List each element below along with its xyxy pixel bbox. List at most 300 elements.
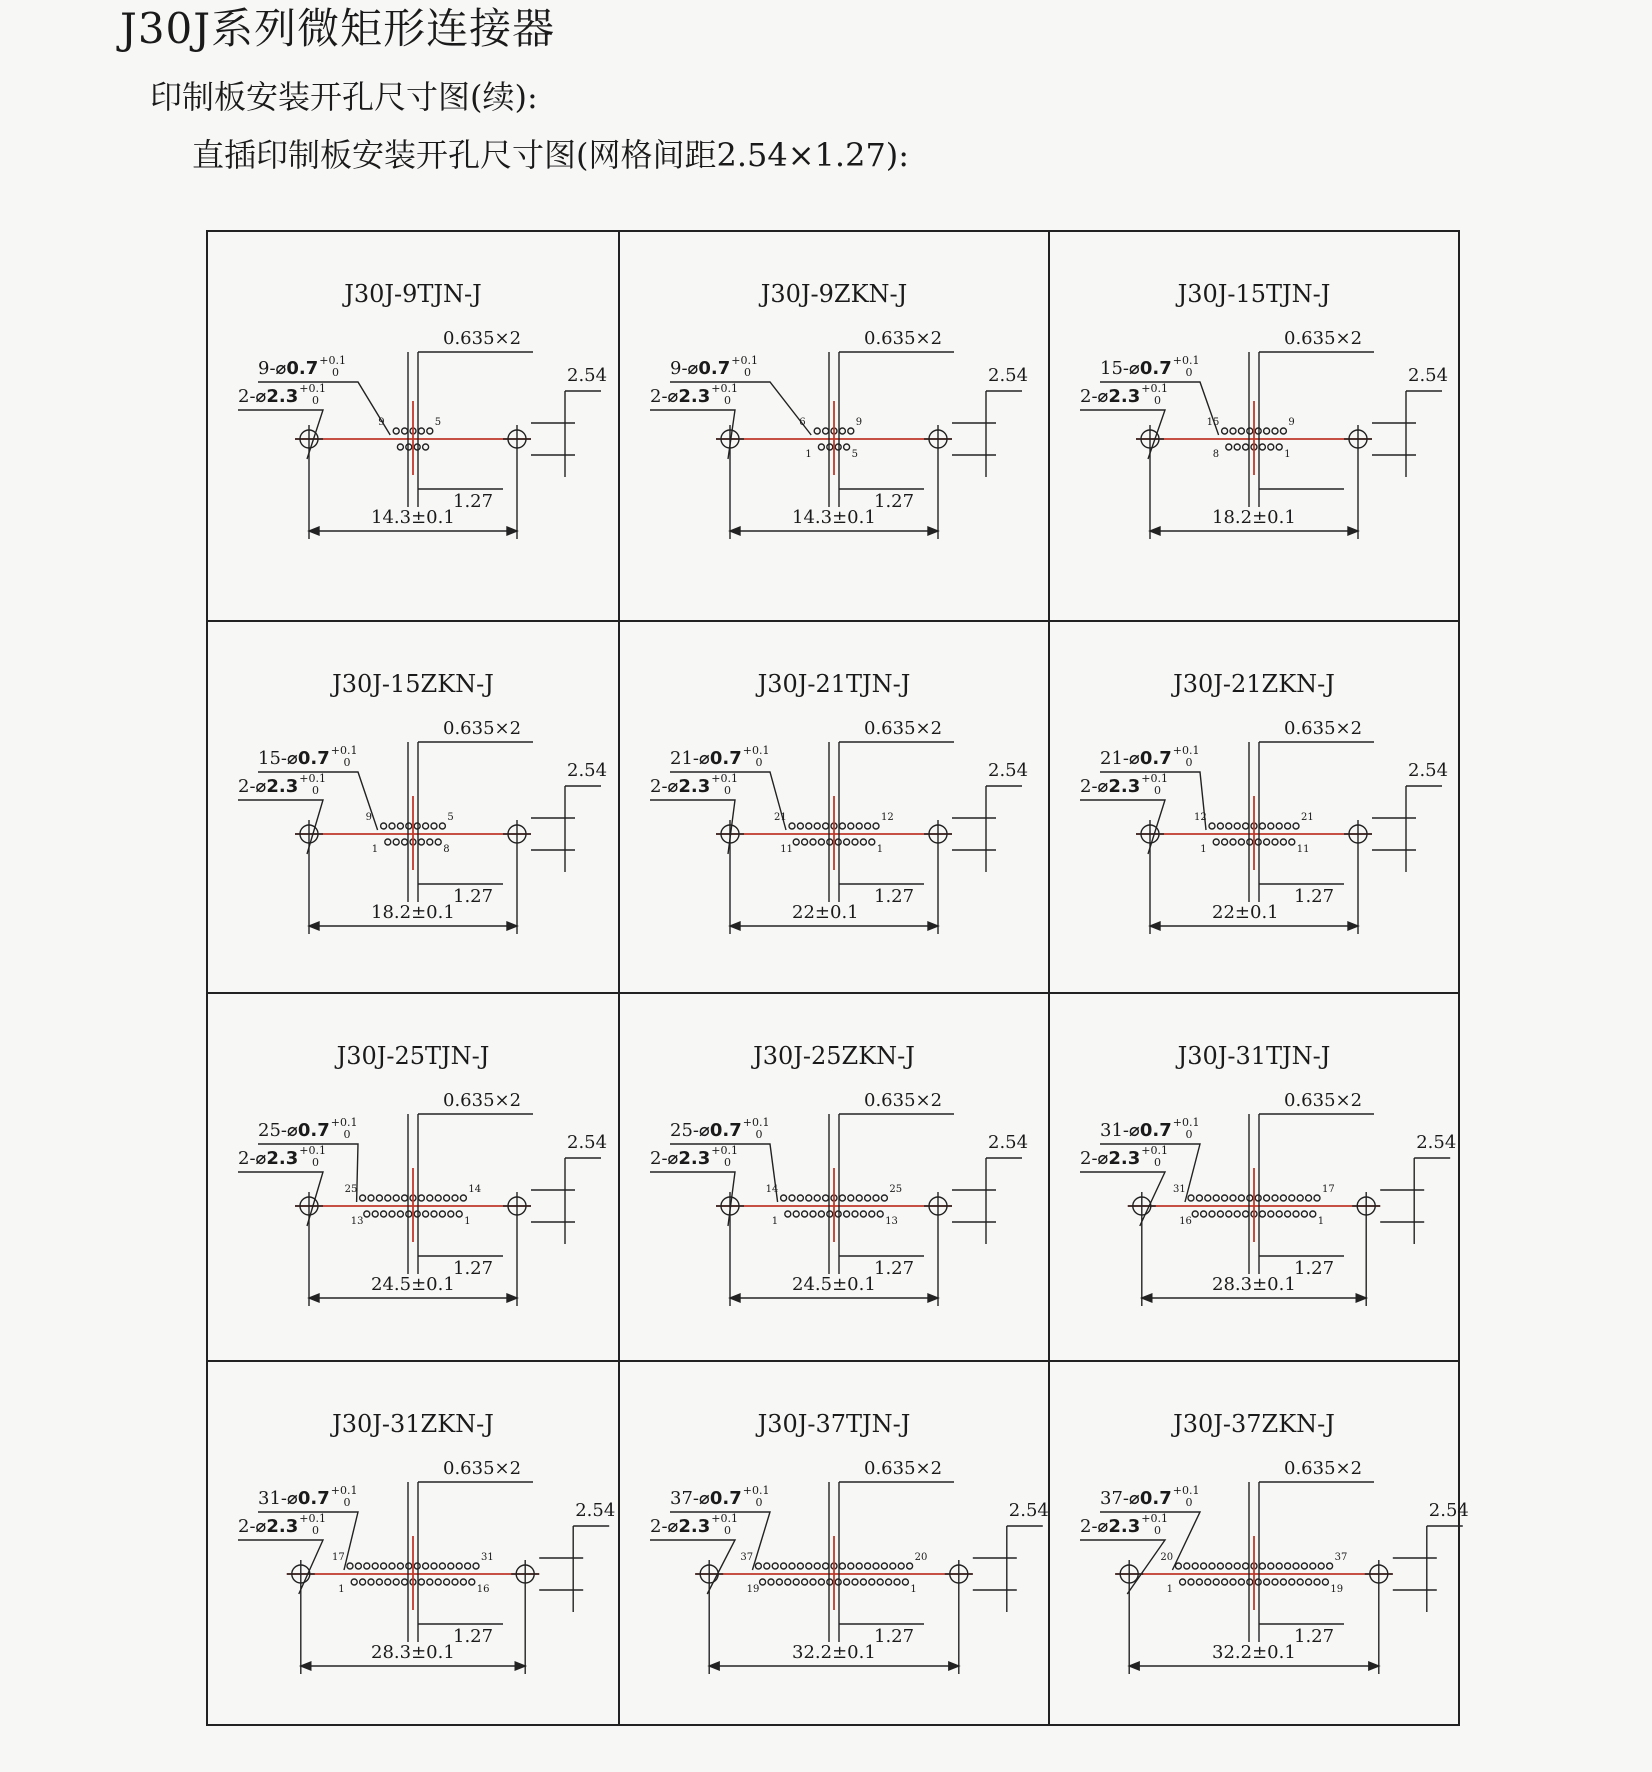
pin-number: 1 [1166,1584,1173,1595]
pin-hole [1280,1579,1286,1585]
pin-hole [423,444,429,450]
pin-hole [393,1579,399,1585]
pin-hole [431,1211,437,1217]
pin-hole [448,1563,454,1569]
pin-number: 37 [740,1552,754,1563]
pin-number: 1 [910,1584,917,1595]
pin-hole [376,1579,382,1585]
pin-number: 5 [434,417,442,428]
pin-hole [844,1211,850,1217]
pin-hole [1213,1195,1219,1201]
pin-hole [469,1579,475,1585]
pin-hole [444,1579,450,1585]
pin-hole [1285,1563,1291,1569]
pin-hole [806,823,812,829]
row-spacing-label: 1.27 [1294,886,1335,907]
pin-hole [360,1579,366,1585]
pin-number: 25 [889,1184,903,1195]
pin-number: 19 [1330,1584,1344,1595]
arrow-head [1142,1294,1152,1302]
pin-count-label: $15-⌀0.7^{+0.1}_0$ [258,744,358,769]
span-label: 22±0.1 [1212,902,1279,923]
row-spacing-label: 1.27 [874,1258,915,1279]
pin-count-label: $25-⌀0.7^{+0.1}_0$ [258,1116,358,1141]
pin-hole [385,1579,391,1585]
spacing-label: 2.54 [988,365,1029,386]
pin-count-label: $31-⌀0.7^{+0.1}_0$ [1100,1116,1200,1141]
pin-hole [755,1563,761,1569]
pin-hole [818,444,824,450]
spacing-label: 2.54 [1408,760,1449,781]
pin-hole [814,428,820,434]
pin-hole [823,1195,829,1201]
pin-hole [823,1563,829,1569]
pin-hole [1276,823,1282,829]
model-name: J30J-21ZKN-J [1173,670,1335,698]
pin-hole [827,444,833,450]
mount-hole-label: $2-⌀2.3^{+0.1}_0$ [650,382,738,407]
leader-line [650,800,735,854]
pin-number: 16 [1179,1216,1192,1227]
pin-hole [781,1195,787,1201]
arrow-head [730,527,740,535]
pin-hole [1264,1579,1270,1585]
pin-number: 12 [881,812,894,823]
span-label: 14.3±0.1 [792,507,876,528]
pin-hole [810,1579,816,1585]
pin-hole [1230,1579,1236,1585]
pin-hole [844,1579,850,1585]
pin-hole [1213,1579,1219,1585]
pin-hole [869,1211,875,1217]
pin-number: 8 [443,844,450,855]
pin-hole [1196,1195,1202,1201]
pin-number: 17 [1322,1184,1335,1195]
pin-hole [827,1579,833,1585]
row-spacing-label: 1.27 [453,1258,494,1279]
model-name: J30J-15ZKN-J [332,670,494,698]
pin-hole [389,823,395,829]
pin-hole [1234,1563,1240,1569]
leader-line [238,800,323,854]
pin-hole [852,839,858,845]
drawing-cell [1050,622,1458,994]
pin-hole [1276,1563,1282,1569]
arrow-head [928,922,938,930]
pin-hole [427,428,433,434]
pin-count-label: $15-⌀0.7^{+0.1}_0$ [1100,354,1200,379]
pin-hole [764,1563,770,1569]
leader-line [238,410,323,459]
mount-hole-label: $2-⌀2.3^{+0.1}_0$ [1080,382,1168,407]
arrow-head [730,922,740,930]
pin-hole [1209,823,1215,829]
model-name: J30J-15TJN-J [1177,280,1331,308]
pin-hole [1226,444,1232,450]
pin-hole [1310,1211,1316,1217]
pin-hole [856,1195,862,1201]
page-subtitle: 印制板安装开孔尺寸图(续): [150,78,538,116]
model-name: J30J-9TJN-J [344,280,482,308]
drawing-cell [620,994,1050,1362]
pin-hole [414,444,420,450]
pin-hole [1318,1563,1324,1569]
pin-hole [406,1211,412,1217]
pin-number: 1 [371,844,379,855]
pin-number: 12 [1194,812,1207,823]
drawing-cell [1050,232,1458,622]
pin-hole [397,1563,403,1569]
pin-hole [1222,1579,1228,1585]
row-spacing-label: 1.27 [1294,1258,1335,1279]
pin-hole [818,1579,824,1585]
pin-number: 9 [855,417,863,428]
span-label: 32.2±0.1 [1212,1642,1296,1663]
pin-hole [1184,1563,1190,1569]
arrow-head [730,1294,740,1302]
pin-hole [1188,1579,1194,1585]
pin-count-label: $9-⌀0.7^{+0.1}_0$ [670,354,758,379]
pin-hole [347,1563,353,1569]
pin-count-label: $21-⌀0.7^{+0.1}_0$ [670,744,770,769]
pin-number: 15 [1206,417,1220,428]
pin-hole [423,1211,429,1217]
pin-hole [810,1211,816,1217]
pin-number: 1 [876,844,884,855]
pin-number: 19 [746,1584,760,1595]
arrow-head [928,1294,938,1302]
pin-hole [360,1195,366,1201]
spacing-label: 2.54 [988,1132,1029,1153]
pin-hole [460,1579,466,1585]
pin-hole [1255,1579,1261,1585]
footprint-drawing [620,1362,1048,1724]
pin-hole [372,1563,378,1569]
pin-hole [797,1563,803,1569]
span-label: 14.3±0.1 [371,507,455,528]
pin-hole [1264,839,1270,845]
arrow-head [309,527,319,535]
pin-hole [1192,1211,1198,1217]
spacing-label: 2.54 [1416,1132,1457,1153]
mount-hole-label: $2-⌀2.3^{+0.1}_0$ [238,382,326,407]
pin-hole [1234,444,1240,450]
model-name: J30J-25TJN-J [336,1042,490,1070]
pitch-label: 0.635×2 [443,328,522,349]
pin-hole [397,823,403,829]
pin-number: 13 [350,1216,364,1227]
pin-hole [1259,1211,1265,1217]
pin-number: 21 [774,812,787,823]
arrow-head [515,1662,525,1670]
drawing-cell [208,232,620,622]
pin-hole [1247,839,1253,845]
arrow-head [949,1662,959,1670]
pin-hole [877,1211,883,1217]
pin-hole [473,1563,479,1569]
pin-hole [444,1195,450,1201]
pin-hole [389,1211,395,1217]
connector-grid [206,230,1469,1726]
pin-hole [1259,1563,1265,1569]
model-name: J30J-37ZKN-J [1173,1410,1335,1438]
pin-hole [776,1579,782,1585]
page-subtitle-2: 直插印制板安装开孔尺寸图(网格间距2.54×1.27): [192,136,910,174]
pin-hole [1289,1579,1295,1585]
pin-hole [1259,823,1265,829]
leader-line [650,1172,735,1226]
drawing-cell [208,994,620,1362]
pin-hole [789,1563,795,1569]
pin-hole [406,444,412,450]
arrow-head [1348,527,1358,535]
leader-line [1080,1172,1165,1226]
pin-hole [1234,823,1240,829]
pin-hole [1217,1211,1223,1217]
footprint-drawing [208,622,618,992]
pin-hole [427,1195,433,1201]
pin-hole [852,1211,858,1217]
pin-number: 1 [464,1216,471,1227]
pin-number: 8 [1212,449,1220,460]
arrow-head [1348,922,1358,930]
pin-hole [1310,1563,1316,1569]
pin-hole [397,444,403,450]
pin-hole [402,1195,408,1201]
pin-number: 1 [338,1584,345,1595]
mount-hole-label: $2-⌀2.3^{+0.1}_0$ [1080,1144,1168,1169]
pin-hole [793,839,799,845]
pin-number: 25 [344,1184,358,1195]
pin-hole [423,823,429,829]
pin-hole [1230,839,1236,845]
model-name: J30J-25ZKN-J [753,1042,915,1070]
pin-number: 14 [468,1184,482,1195]
pin-hole [873,1195,879,1201]
pin-hole [1289,1195,1295,1201]
pin-hole [1259,444,1265,450]
pin-number: 37 [1334,1552,1348,1563]
pin-hole [835,1579,841,1585]
pitch-label: 0.635×2 [443,1458,522,1479]
pin-hole [1243,1563,1249,1569]
pin-hole [402,428,408,434]
model-name: J30J-31TJN-J [1177,1042,1331,1070]
pin-hole [806,1563,812,1569]
pin-hole [1314,1195,1320,1201]
pin-hole [789,823,795,829]
pin-hole [448,1211,454,1217]
pitch-label: 0.635×2 [864,1090,943,1111]
spacing-label: 2.54 [1008,1500,1049,1521]
pin-hole [797,1195,803,1201]
pin-hole [827,839,833,845]
pin-number: 1 [1284,449,1291,460]
pin-hole [364,1211,370,1217]
pin-hole [802,839,808,845]
pitch-label: 0.635×2 [864,1458,943,1479]
pin-hole [886,1579,892,1585]
pin-hole [1205,1579,1211,1585]
footprint-drawing [208,1362,618,1724]
pin-number: 5 [447,812,454,823]
pin-hole [1276,444,1282,450]
pin-hole [431,823,437,829]
spacing-label: 2.54 [988,760,1029,781]
pin-hole [848,1195,854,1201]
arrow-head [1129,1662,1139,1670]
leader-line [238,1172,323,1226]
pin-hole [1217,1563,1223,1569]
pin-hole [806,1195,812,1201]
pin-number: 20 [1160,1552,1174,1563]
span-label: 22±0.1 [792,902,859,923]
pin-hole [1201,1211,1207,1217]
pin-hole [797,823,803,829]
span-label: 18.2±0.1 [371,902,455,923]
pin-hole [852,1579,858,1585]
leader-line [1080,410,1165,459]
pin-number: 9 [1288,417,1295,428]
model-name: J30J-31ZKN-J [332,1410,494,1438]
pin-hole [839,823,845,829]
pin-hole [1264,1195,1270,1201]
pin-hole [1293,1563,1299,1569]
pin-hole [860,839,866,845]
pin-hole [364,1563,370,1569]
pin-hole [393,839,399,845]
pin-hole [418,1579,424,1585]
leader-line [238,1540,323,1594]
arrow-head [507,527,517,535]
leader-line [650,1540,735,1594]
footprint-drawing [620,994,1048,1360]
footprint-drawing [1050,1362,1458,1724]
span-label: 32.2±0.1 [792,1642,876,1663]
pin-hole [865,1563,871,1569]
pin-hole [1230,1195,1236,1201]
pin-hole [393,1195,399,1201]
spacing-label: 2.54 [575,1500,616,1521]
pin-hole [427,839,433,845]
pin-number: 11 [1296,844,1310,855]
pin-hole [898,1563,904,1569]
pin-hole [1268,1563,1274,1569]
pin-hole [456,1563,462,1569]
arrow-head [1150,922,1160,930]
pitch-label: 0.635×2 [443,1090,522,1111]
drawing-cell [1050,994,1458,1362]
pin-hole [827,1211,833,1217]
pin-hole [1247,1579,1253,1585]
pin-hole [1293,1211,1299,1217]
pin-hole [435,839,441,845]
row-spacing-label: 1.27 [874,491,915,512]
pin-count-label: $37-⌀0.7^{+0.1}_0$ [1100,1484,1200,1509]
pin-hole [1280,428,1286,434]
pin-hole [1180,1579,1186,1585]
mount-hole-label: $2-⌀2.3^{+0.1}_0$ [650,1144,738,1169]
pin-count-label: $37-⌀0.7^{+0.1}_0$ [670,1484,770,1509]
pin-hole [427,1579,433,1585]
pin-hole [1222,1195,1228,1201]
pin-hole [1255,428,1261,434]
pin-hole [785,1211,791,1217]
pin-hole [881,1195,887,1201]
pin-hole [1226,823,1232,829]
pin-number: 9 [365,812,372,823]
pin-hole [1285,1211,1291,1217]
drawing-cell [1050,1362,1469,1724]
pin-hole [818,839,824,845]
pin-hole [460,1195,466,1201]
footprint-drawing [1050,232,1458,620]
pin-hole [848,428,854,434]
pin-hole [1276,1211,1282,1217]
span-label: 24.5±0.1 [371,1274,455,1295]
pin-hole [1192,1563,1198,1569]
spacing-label: 2.54 [567,760,608,781]
pin-hole [802,1579,808,1585]
row-spacing-label: 1.27 [874,886,915,907]
pin-hole [397,1211,403,1217]
pin-hole [865,823,871,829]
pin-hole [890,1563,896,1569]
pin-hole [772,1563,778,1569]
pin-hole [1222,428,1228,434]
pin-hole [1297,1579,1303,1585]
pin-hole [844,839,850,845]
pin-hole [1243,823,1249,829]
pin-hole [402,1579,408,1585]
pin-number: 16 [476,1584,490,1595]
pitch-label: 0.635×2 [1284,328,1363,349]
row-spacing-label: 1.27 [453,1626,494,1647]
pitch-label: 0.635×2 [1284,1458,1363,1479]
mount-hole-label: $2-⌀2.3^{+0.1}_0$ [238,772,326,797]
pin-hole [418,428,424,434]
pin-hole [1247,428,1253,434]
pin-hole [814,1563,820,1569]
page-title: J30J系列微矩形连接器 [120,4,556,53]
pin-hole [768,1579,774,1585]
pin-hole [1280,1195,1286,1201]
spacing-label: 2.54 [1428,1500,1469,1521]
drawing-cell [620,622,1050,994]
arrow-head [1356,1294,1366,1302]
mount-hole-label: $2-⌀2.3^{+0.1}_0$ [238,1144,326,1169]
pin-hole [1293,823,1299,829]
pin-hole [1238,1195,1244,1201]
pin-hole [355,1563,361,1569]
pitch-label: 0.635×2 [443,718,522,739]
drawing-cell [208,622,620,994]
pin-hole [439,1563,445,1569]
pin-hole [1196,1579,1202,1585]
pin-hole [1289,839,1295,845]
pin-hole [1205,1195,1211,1201]
pin-hole [372,1211,378,1217]
pin-hole [406,823,412,829]
pin-hole [1327,1563,1333,1569]
arrow-head [709,1662,719,1670]
pin-hole [873,1563,879,1569]
pin-hole [402,839,408,845]
pin-hole [1226,1563,1232,1569]
pin-hole [376,1195,382,1201]
pin-hole [1243,1211,1249,1217]
pin-number: 1 [805,449,812,460]
